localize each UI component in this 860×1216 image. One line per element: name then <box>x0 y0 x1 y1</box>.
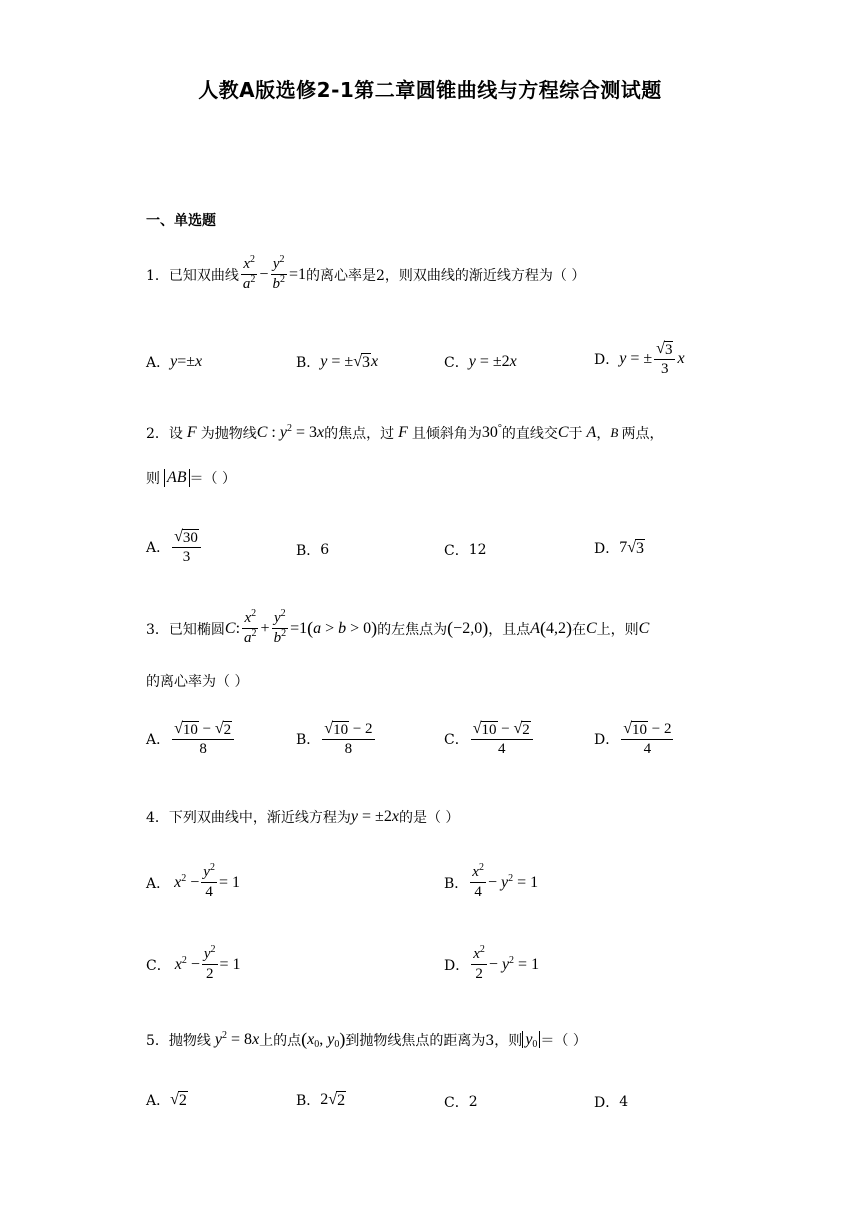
q5-option-a[interactable]: A． √ 2 <box>146 1091 187 1109</box>
option-value: 6 <box>320 542 330 558</box>
question-4: 4． 下列双曲线中，渐近线方程为 y = ±2x 的是（ ） <box>146 808 460 826</box>
q2-text: 且倾斜角为 <box>411 426 482 442</box>
option-label: B． <box>296 543 321 559</box>
question-2-line-2: 则 AB ＝（ ） <box>146 469 236 487</box>
option-value: 12 <box>468 542 487 558</box>
q4-text: 的是（ ） <box>398 810 460 826</box>
option-label: D． <box>444 957 470 974</box>
q1-number: 1． <box>146 267 169 284</box>
q2-option-c[interactable] <box>444 540 487 560</box>
option-label: C． <box>444 732 469 749</box>
q2-text: 为抛物线 <box>200 426 257 442</box>
q5-text: ＝（ ） <box>540 1032 587 1049</box>
question-3: 3． 已知椭圆 C : $\frac{x^2}{a^2}$ + $\frac{y^2}{b^2}$ =1 ( a > b > 0 ) 的左焦点为 ( −2,0 ) ，且点 A ( 4,2 ) 在 C 上，则 C <box>146 608 650 647</box>
option-value: 2 <box>468 1094 478 1110</box>
q5-number: 5． <box>146 1032 169 1049</box>
question-2: 2． 设 F 为抛物线 C : $y^2 = 3x$ 的焦点，过 F 且倾斜角为 30° 的直线交 C 于 A ， B 两点， <box>146 423 664 442</box>
q1-pre: 已知双曲线 <box>168 267 239 284</box>
option-label: D． <box>594 352 620 369</box>
q4-option-d[interactable]: D． $\frac{x^2}{2}$ − $y^2 = 1$ <box>444 944 540 983</box>
q5-option-d[interactable] <box>594 1092 628 1112</box>
q3-option-d[interactable]: D． √ 10 − 2 4 <box>594 720 672 758</box>
q5-option-c[interactable] <box>444 1092 478 1112</box>
option-label: B． <box>296 355 321 371</box>
option-label: B． <box>296 1093 321 1109</box>
q3-option-b[interactable]: B． √ 10 − 2 8 <box>296 720 373 758</box>
question-5: 5． 抛物线 $y^2 = 8x$ 上的点 ( $x_0$, $y_0$ ) 到抛物线焦点的距离为3，则 $y_0$ ＝（ ） <box>146 1029 587 1050</box>
q2-text: 的直线交 <box>501 426 558 442</box>
q2-number: 2． <box>146 426 169 442</box>
option-label: A． <box>146 355 171 371</box>
q3-number: 3． <box>146 621 169 638</box>
option-label: B． <box>444 875 469 892</box>
q3-text: 的左焦点为 <box>377 621 448 638</box>
q1-option-c[interactable]: C． y = ±2x <box>444 353 517 371</box>
q2-option-a[interactable]: A． √ 30 3 <box>146 528 203 567</box>
option-label: B． <box>296 732 321 749</box>
q2-text: 两点， <box>621 426 664 442</box>
option-label: A． <box>146 540 171 557</box>
option-label: A． <box>146 875 171 892</box>
question-1: 1． 已知双曲线 $\frac{x^2}{a^2}$ − $\frac{y^2}{b^2}$ =1 的离心率是2，则双曲线的渐近线方程为（ ） <box>146 254 586 293</box>
q1-frac-y: $\frac{y^2}{b^2}$ <box>272 254 285 293</box>
q5-text: 上的点 <box>259 1032 302 1049</box>
page-title: 人教A版选修2-1第二章圆锥曲线与方程综合测试题 <box>198 78 662 102</box>
q4-text: 下列双曲线中，渐近线方程为 <box>168 810 351 826</box>
q1-post: 的离心率是2，则双曲线的渐近线方程为（ ） <box>305 267 586 284</box>
q3-text: 已知椭圆 <box>168 621 225 638</box>
option-label: C． <box>444 543 469 559</box>
q2-text: 设 <box>168 426 183 442</box>
option-label: A． <box>146 732 171 749</box>
q1-option-b[interactable]: B． y = ± √ 3 x <box>296 353 379 371</box>
q3-text: ，且点 <box>488 621 531 638</box>
option-label: C． <box>146 957 171 974</box>
section-heading: 一、单选题 <box>146 213 216 229</box>
q3-option-a[interactable]: A． √ 10 − √ 2 8 <box>146 720 236 759</box>
q3-text: 在 <box>571 621 586 638</box>
option-label: A． <box>146 1093 171 1109</box>
q4-number: 4． <box>146 810 169 826</box>
q1-option-a[interactable]: A． y=±x <box>146 353 203 371</box>
q5-text: 到抛物线焦点的距离为3，则 <box>345 1032 523 1049</box>
q2-text: 于 <box>568 426 583 442</box>
q1-option-d[interactable]: D． y = ± √ 3 3 x <box>594 340 685 378</box>
q4-option-b[interactable]: B． $\frac{x^2}{4}$ − $y^2 = 1$ <box>444 862 539 901</box>
q3-text: 上，则 <box>596 621 639 638</box>
option-label: C． <box>444 1095 469 1111</box>
q4-option-a[interactable]: A． $x^2$ − $\frac{y^2}{4}$ = 1 <box>146 862 240 901</box>
option-value: 4 <box>619 1094 629 1110</box>
q5-option-b[interactable]: B． 2 √ 2 <box>296 1091 346 1109</box>
option-label: D． <box>594 541 620 557</box>
question-3-line-2 <box>146 671 248 691</box>
q2-option-b[interactable] <box>296 540 329 560</box>
option-label: D． <box>594 732 620 749</box>
q2-option-d[interactable]: D． 7 √ 3 <box>594 539 645 557</box>
q2-text: ， <box>596 426 611 442</box>
q3-text: 的离心率为（ ） <box>146 674 249 690</box>
q2-text: ＝（ ） <box>189 471 236 487</box>
option-label: C． <box>444 355 469 371</box>
option-label: D． <box>594 1095 620 1111</box>
q3-option-c[interactable]: C． √ 10 − √ 2 4 <box>444 720 535 759</box>
q4-option-c[interactable]: C． $x^2$ − $\frac{y^2}{2}$ = 1 <box>146 944 241 983</box>
q1-frac-x: $\frac{x^2}{a^2}$ <box>242 254 256 293</box>
q5-text: 抛物线 <box>168 1032 211 1049</box>
q2-text: 则 <box>146 471 160 487</box>
q2-text: 的焦点，过 <box>324 426 395 442</box>
